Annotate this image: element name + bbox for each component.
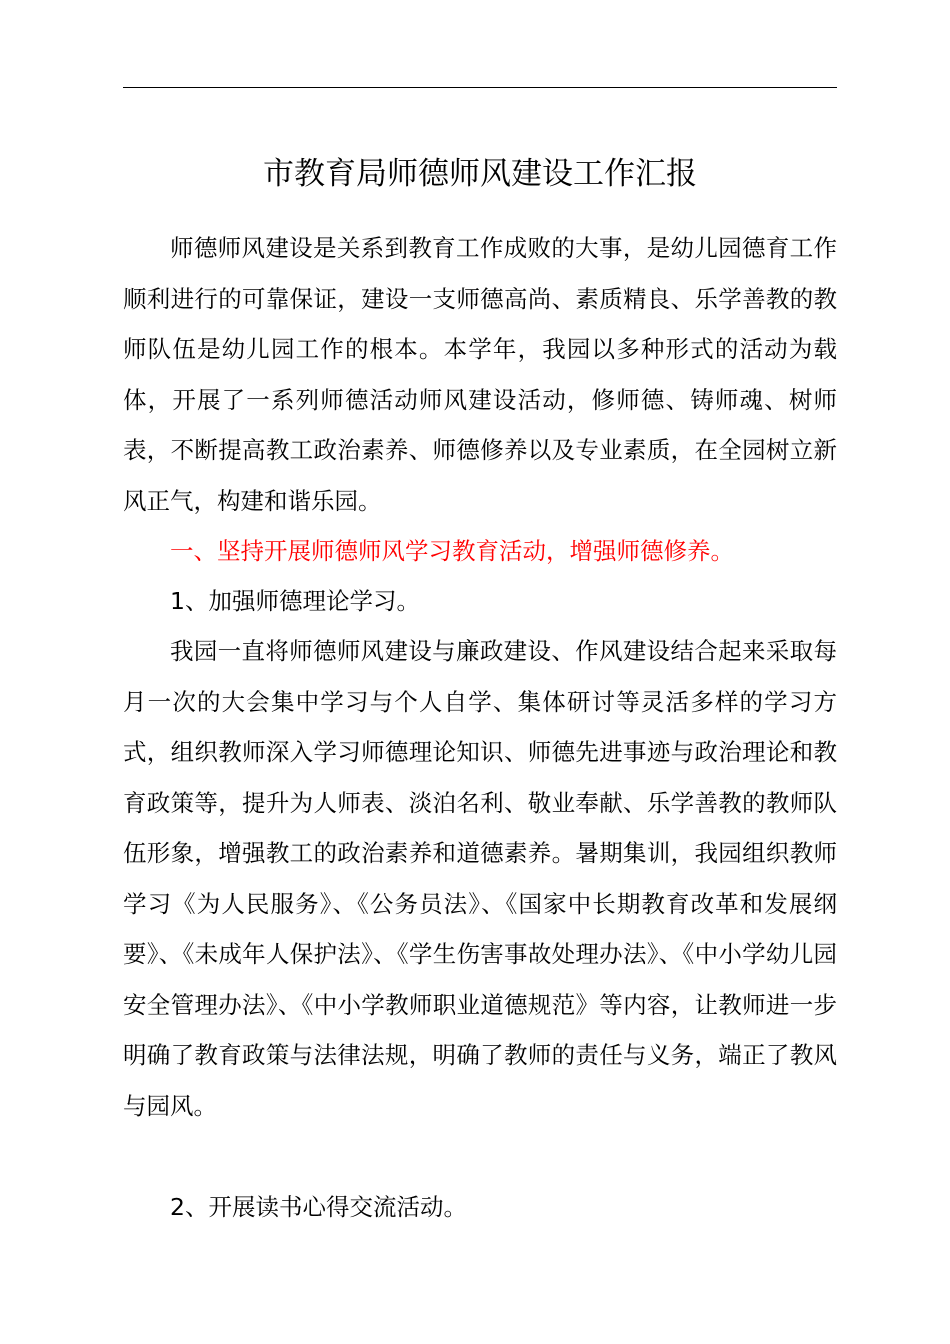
header-rule (123, 87, 837, 88)
intro-paragraph: 师德师风建设是关系到教育工作成败的大事，是幼儿园德育工作顺利进行的可靠保证，建设一支师德高尚、素质精良、乐学善教的教师队伍是幼儿园工作的根本。本学年，我园以多种形式的活动为载体，开展了一系列师德活动师风建设活动，修师德、铸师魂、树师表，不断提高教工政治素养、师德修养以及专业素质，在全园树立新风正气，构建和谐乐园。 (123, 234, 837, 515)
subheading-1: 1、加强师德理论学习。 (170, 587, 420, 615)
paragraph-1: 我园一直将师德师风建设与廉政建设、作风建设结合起来采取每月一次的大会集中学习与个人自学、集体研讨等灵活多样的学习方式，组织教师深入学习师德理论知识、师德先进事迹与政治理论和教育政策等，提升为人师表、淡泊名利、敬业奉献、乐学善教的教师队伍形象，增强教工的政治素养和道德素养。暑期集训，我园组织教师学习《为人民服务》、《公务员法》、《国家中长期教育改革和发展纲要》、《未成年人保护法》、《学生伤害事故处理办法》、《中小学幼儿园安全管理办法》、《中小学教师职业道德规范》等内容，让教师进一步明确了教育政策与法律法规，明确了教师的责任与义务，端正了教风与园风。 (123, 637, 837, 1120)
section-heading-1: 一、坚持开展师德师风学习教育活动，增强师德修养。 (170, 537, 734, 565)
document-title: 市教育局师德师风建设工作汇报 (263, 156, 697, 192)
subheading-2: 2、开展读书心得交流活动。 (170, 1193, 467, 1221)
